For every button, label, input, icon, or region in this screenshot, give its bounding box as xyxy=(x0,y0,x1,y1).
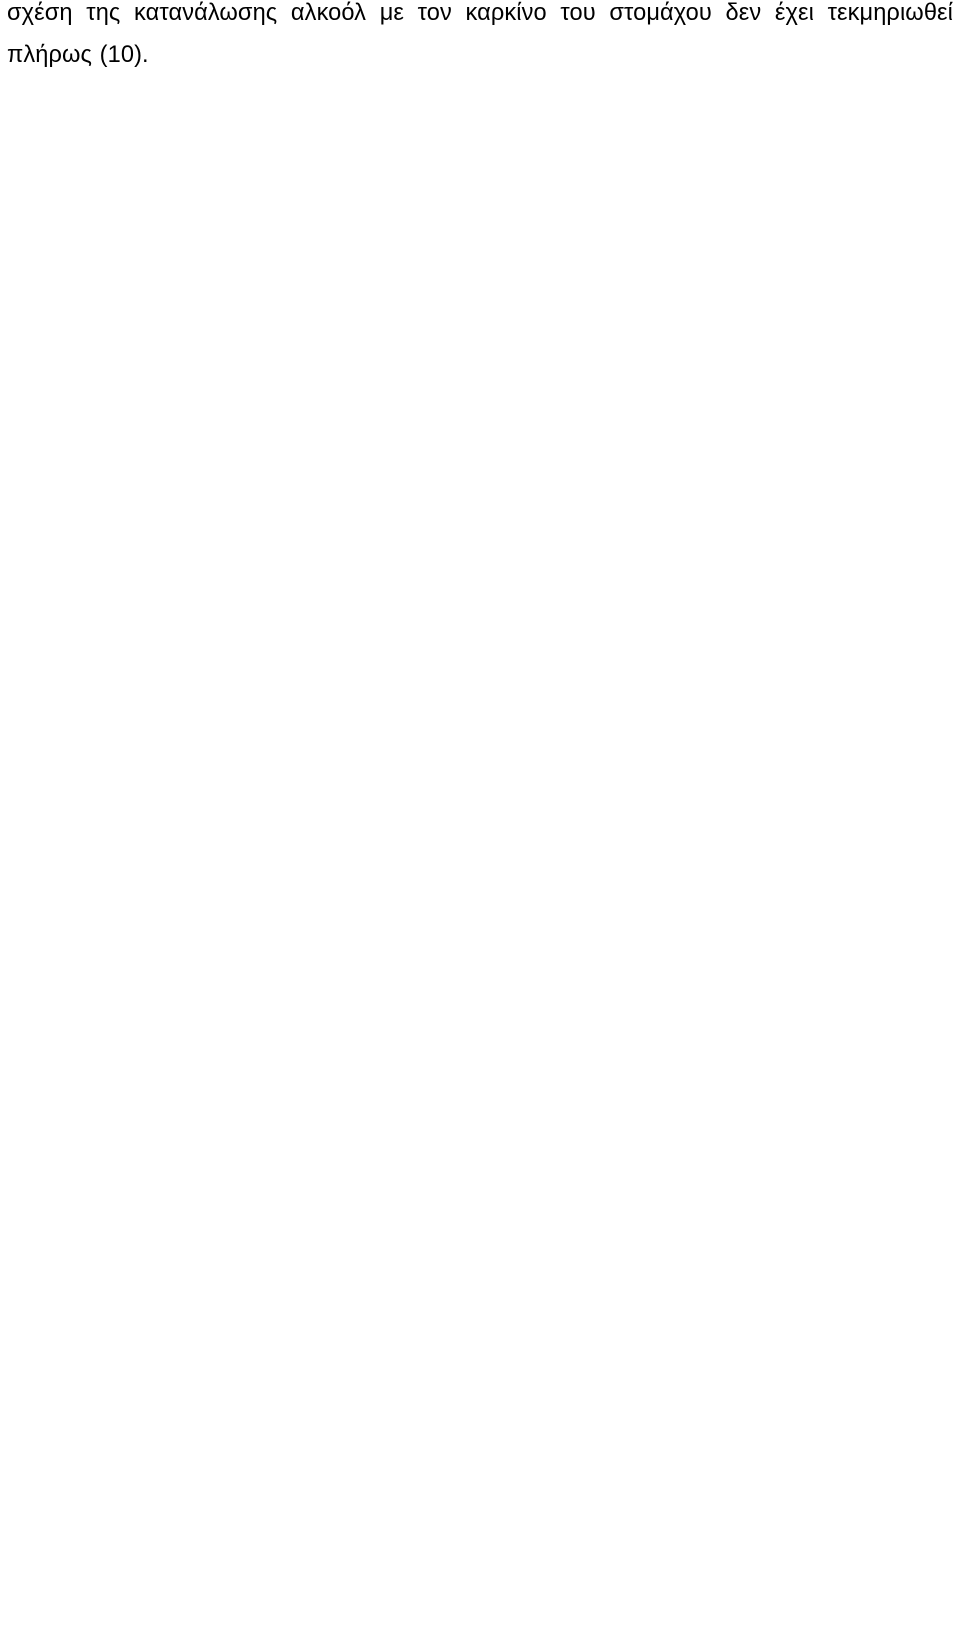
paragraph-continuation: σχέση της κατανάλωσης αλκοόλ με τον καρκίνο του στομάχου δεν έχει τεκμηριωθεί πλήρως (10). xyxy=(7,0,953,69)
